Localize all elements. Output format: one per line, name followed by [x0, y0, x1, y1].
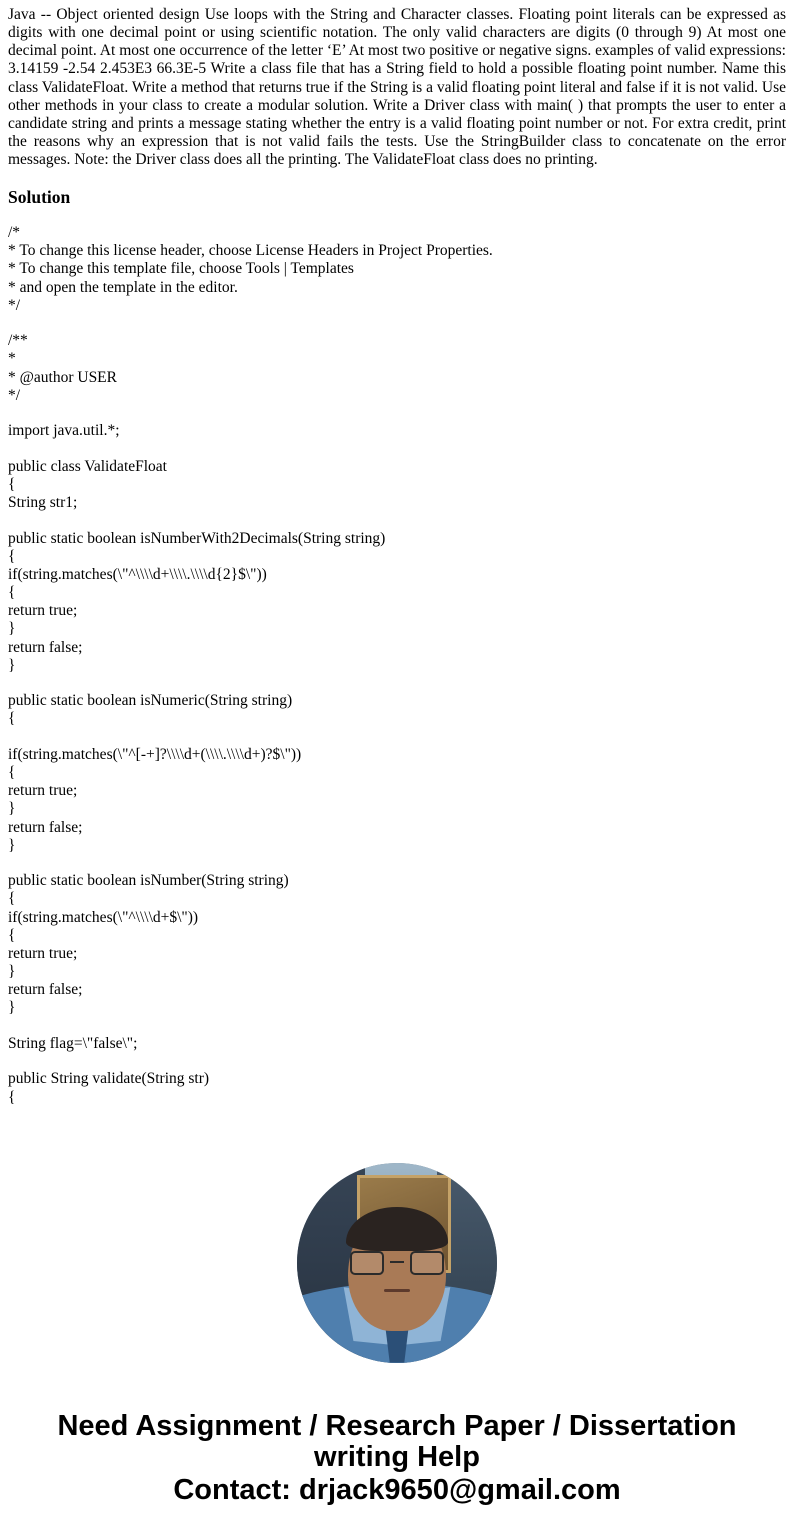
photo-glasses-left — [350, 1251, 384, 1275]
code-line: * — [8, 350, 16, 368]
code-line — [8, 729, 786, 747]
code-line: */ — [8, 386, 21, 404]
code-line: import java.util.*; — [8, 422, 120, 440]
code-line: { — [8, 476, 16, 493]
code-line: /* — [8, 224, 21, 242]
code-line — [8, 315, 786, 333]
code-line — [8, 675, 786, 693]
code-line: * To change this license header, choose License Headers in Project Properties. — [8, 242, 493, 260]
code-line: return true; — [8, 944, 78, 962]
photo-mouth — [384, 1289, 410, 1292]
code-line: return true; — [8, 782, 78, 800]
code-line: { — [8, 764, 16, 782]
code-line: } — [8, 800, 16, 818]
solution-code — [8, 224, 786, 1107]
code-line: String str1; — [8, 494, 78, 512]
avatar — [297, 1163, 497, 1363]
code-line: public class ValidateFloat — [8, 457, 167, 475]
code-line: return false; — [8, 638, 83, 656]
code-line — [8, 405, 786, 423]
code-line: } — [8, 836, 16, 854]
solution-heading: Solution — [8, 187, 71, 208]
code-line: * @author USER — [8, 368, 117, 386]
code-line — [8, 440, 786, 458]
question-text: Java -- Object oriented design Use loops with the String and Character classes. Floating point literals can be expressed as digits with one decimal point or using scientific notation. The only valid characters are digits (0 through 9) At most one decimal point. At most one occurrence of the letter ‘E’ At most two positive or negative signs. examples of valid expressions: 3.14159 -2.54 2.453E3 66.3E-5 Write a class file that has a String field to hold a possible floating point number. Name this class ValidateFloat. Write a method that returns true if the String is a valid floating point literal and false if it is not valid. Use other methods in your class to create a modular solution. Write a Driver class with main( ) that prompts the user to enter a candidate string and prints a message stating whether the entry is a valid floating point number or not. For extra credit, print the reasons why an expression that is not valid fails the tests. Use the StringBuilder class to concatenate on the error messages. Note: the Driver class does all the printing. The ValidateFloat class does no printing. — [8, 6, 786, 168]
code-line: return true; — [8, 602, 78, 620]
code-line — [8, 1017, 786, 1035]
code-line — [8, 1053, 786, 1071]
footer-contact: Contact: drjack9650@gmail.com — [173, 1473, 621, 1506]
code-line: } — [8, 999, 16, 1017]
footer-line-1: Need Assignment / Research Paper / Dissertation — [57, 1409, 737, 1442]
code-line: * To change this template file, choose Tools | Templates — [8, 260, 354, 278]
avatar-container — [8, 1163, 786, 1363]
code-line: /** — [8, 332, 28, 350]
code-line: } — [8, 962, 16, 980]
code-line: return false; — [8, 818, 83, 836]
code-line: String flag=\"false\"; — [8, 1034, 138, 1052]
code-line: if(string.matches(\"^[-+]?\\\\d+(\\\\.\\\\d+)?$\")) — [8, 746, 302, 763]
code-line: { — [8, 710, 16, 728]
code-line: return false; — [8, 981, 83, 998]
code-line: } — [8, 656, 16, 674]
code-line: public String validate(String str) — [8, 1070, 210, 1088]
code-line: { — [8, 547, 16, 565]
code-line: { — [8, 890, 16, 908]
code-line: * and open the template in the editor. — [8, 278, 238, 296]
code-line — [8, 512, 786, 530]
footer-advert — [8, 1411, 786, 1506]
code-line: public static boolean isNumberWith2Decimals(String string) — [8, 529, 386, 547]
code-line: { — [8, 926, 16, 944]
code-line: public static boolean isNumber(String string) — [8, 872, 289, 890]
code-line: { — [8, 1088, 16, 1106]
code-line: */ — [8, 296, 21, 314]
code-line — [8, 855, 786, 873]
code-line: public static boolean isNumeric(String string) — [8, 692, 293, 710]
code-line: if(string.matches(\"^\\\\d+\\\\.\\\\d{2}$\")) — [8, 566, 267, 583]
code-line: } — [8, 620, 16, 638]
photo-glasses-right — [410, 1251, 444, 1275]
code-line: { — [8, 584, 16, 602]
footer-line-2: writing Help — [314, 1440, 480, 1473]
photo-glasses-bridge — [390, 1261, 404, 1263]
code-line: if(string.matches(\"^\\\\d+$\")) — [8, 908, 199, 926]
